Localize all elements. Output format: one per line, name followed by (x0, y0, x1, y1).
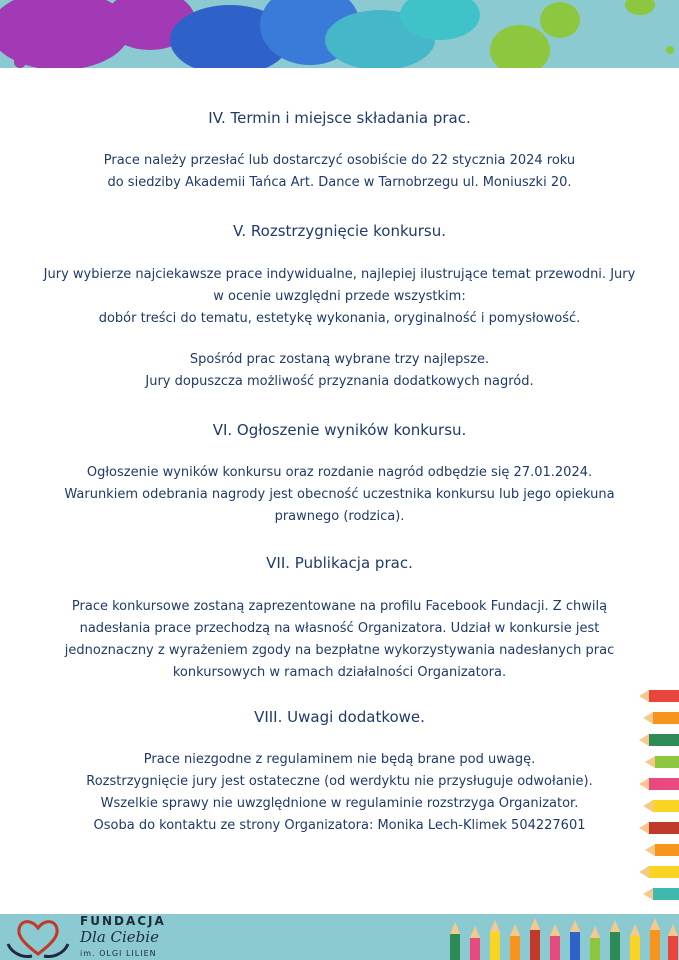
text-line: dobór treści do tematu, estetykę wykonania, oryginalność i pomysłowość. (98, 311, 581, 326)
top-paint-banner (0, 0, 679, 68)
text-line: Rozstrzygnięcie jury jest ostateczne (od werdyktu nie przysługuje odwołanie). (86, 774, 593, 789)
heart-hands-icon (2, 914, 74, 960)
section-heading-v: V. Rozstrzygnięcie konkursu. (233, 222, 446, 240)
section-v-paragraph-2 (30, 349, 649, 393)
logo-subtitle: Dla Ciebie (80, 928, 159, 946)
text-line: prawnego (rodzica). (274, 509, 405, 524)
section-heading-vi: VI. Ogłoszenie wyników konkursu. (212, 421, 467, 439)
text-line: Spośród prac zostaną wybrane trzy najlepsze. (189, 352, 490, 367)
text-line: do siedziby Akademii Tańca Art. Dance w Tarnobrzegu ul. Moniuszki 20. (107, 175, 572, 190)
colored-pencils-icon (639, 686, 679, 914)
section-viii-paragraph (30, 749, 649, 837)
section-vi-paragraph (30, 462, 649, 528)
text-line: jednoznaczny z wyrażeniem zgody na bezpłatne wykorzystywania nadesłanych prac (64, 643, 615, 658)
section-heading-vii: VII. Publikacja prac. (266, 554, 413, 572)
foundation-logo (0, 914, 180, 960)
text-line: Prace konkursowe zostaną zaprezentowane na profilu Facebook Fundacji. Z chwilą (71, 599, 608, 614)
section-heading-iv: IV. Termin i miejsce składania prac. (208, 109, 471, 127)
text-line: Prace należy przesłać lub dostarczyć osobiście do 22 stycznia 2024 roku (103, 153, 576, 168)
section-v-paragraph-1 (30, 264, 649, 330)
text-line: w ocenie uwzględni przede wszystkim: (213, 289, 466, 304)
logo-title: FUNDACJA (80, 914, 166, 928)
section-heading-viii: VIII. Uwagi dodatkowe. (254, 708, 425, 726)
text-line: Jury dopuszcza możliwość przyznania dodatkowych nagród. (145, 374, 534, 389)
text-line: Osoba do kontaktu ze strony Organizatora: Monika Lech-Klimek 504227601 (93, 818, 586, 833)
text-line: Ogłoszenie wyników konkursu oraz rozdanie nagród odbędzie się 27.01.2024. (86, 465, 593, 480)
section-iv-paragraph (30, 150, 649, 194)
pencils-decoration-right (639, 686, 679, 914)
text-line: Jury wybierze najciekawsze prace indywidualne, najlepiej ilustrujące temat przewodni. Jury (43, 267, 636, 282)
text-line: konkursowych w ramach działalności Organizatora. (172, 665, 507, 680)
text-line: Prace niezgodne z regulaminem nie będą brane pod uwagę. (143, 752, 536, 767)
paint-splash-decoration (0, 0, 679, 68)
text-line: nadesłania prace przechodzą na własność Organizatora. Udział w konkursie jest (79, 621, 600, 636)
text-line: Warunkiem odebrania nagrody jest obecność uczestnika konkursu lub jego opiekuna (64, 487, 615, 502)
text-line: Wszelkie sprawy nie uwzględnione w regulaminie rozstrzyga Organizator. (100, 796, 579, 811)
section-vii-paragraph (30, 596, 649, 684)
logo-small-text: im. OLGI LILIEN (80, 949, 157, 958)
